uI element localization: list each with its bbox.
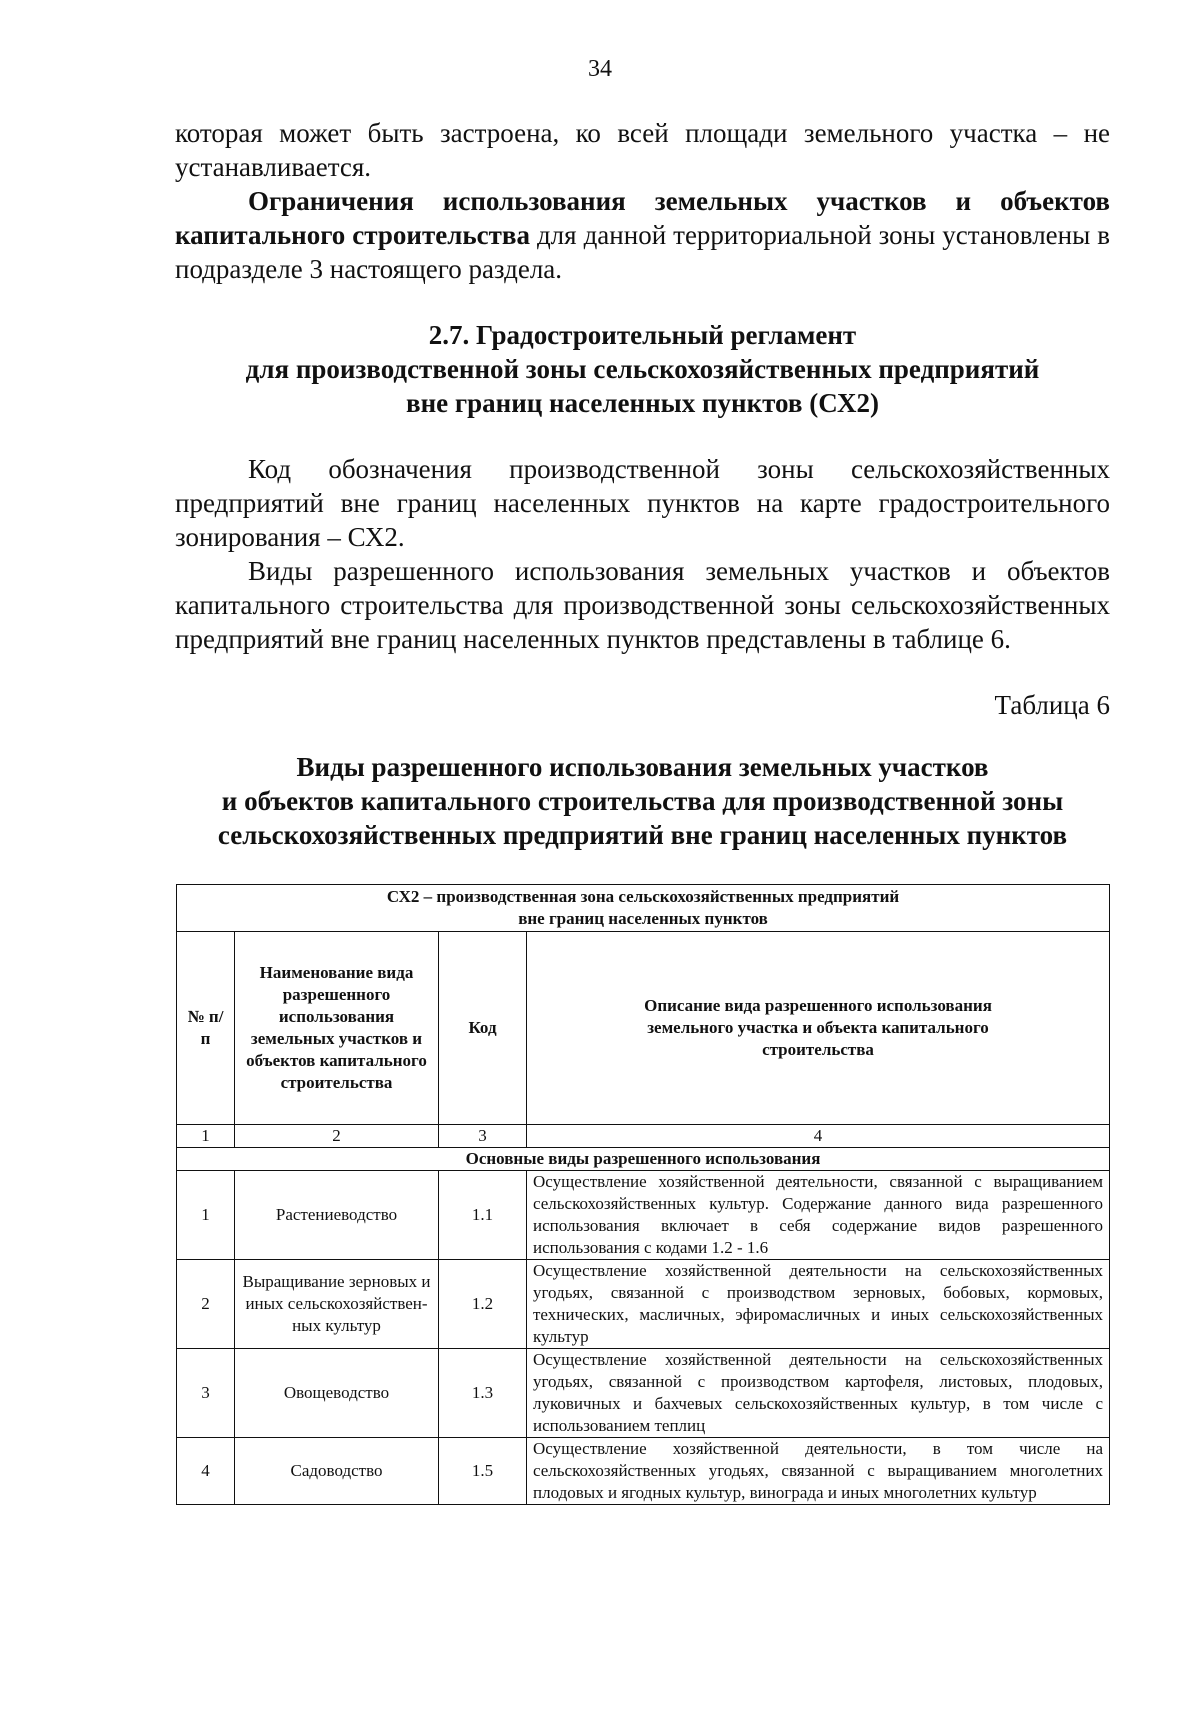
section-title-line-3: вне границ населенных пунктов (СХ2): [405, 388, 879, 418]
header-num: № п/п: [177, 932, 235, 1125]
intro-paragraph-1: которая может быть застроена, ко всей площади земельного участка – не устанавливается.: [175, 118, 1110, 182]
row-name: Выращивание зерновых и иных сельскохозяйствен-ных культур: [235, 1260, 439, 1349]
header-code: Код: [439, 932, 527, 1125]
column-number-row: [177, 1125, 1110, 1148]
regulation-table: [176, 884, 1110, 1505]
header-desc: Описание вида разрешенного использования земельного участка и объекта капитального строительства: [527, 932, 1110, 1125]
header-name: Наименование вида разрешенного использования земельных участков и объектов капитального строительства: [235, 932, 439, 1125]
body-paragraph-1: Код обозначения производственной зоны сельскохозяйственных предприятий вне границ населенных пунктов на карте градостроительного зонирования – СХ2.: [175, 454, 1110, 552]
page-number: 34: [588, 56, 612, 82]
zone-header-line-2: вне границ населенных пунктов: [518, 909, 768, 928]
row-desc: Осуществление хозяйственной деятельности, в том числе на сельскохозяйственных угодьях, связанной с выращиванием многолетних плодовых и ягодных культур, винограда и иных многолетних культур: [527, 1438, 1110, 1505]
intro-paragraph-2: [175, 184, 1110, 286]
intro-block: [175, 116, 1110, 286]
column-number: 1: [177, 1125, 235, 1148]
restrictions-bold-text: Ограничения использования земельных участков и объектов капитального строительства: [175, 186, 1110, 250]
row-desc: Осуществление хозяйственной деятельности на сельскохозяйственных угодьях, связанной с производством картофеля, листовых, плодовых, луковичных и бахчевых сельскохозяйственных культур, в том числе с использованием теплиц: [527, 1349, 1110, 1438]
column-header-row: [177, 932, 1110, 1125]
row-name: Садоводство: [235, 1438, 439, 1505]
table-row: [177, 1349, 1110, 1438]
table-label: Таблица 6: [994, 690, 1110, 720]
group-header-cell: Основные виды разрешенного использования: [177, 1148, 1110, 1171]
group-header-row: [177, 1148, 1110, 1171]
table-title-line-1: Виды разрешенного использования земельных участков: [296, 752, 989, 782]
row-desc: Осуществление хозяйственной деятельности, связанной с выращиванием сельскохозяйственных культур. Содержание данного вида разрешенного использования включает в себя содержание видов разрешенного использования с кодами 1.2 - 1.6: [527, 1171, 1110, 1260]
zone-header-row: [177, 885, 1110, 932]
row-num: 2: [177, 1260, 235, 1349]
column-number: 4: [527, 1125, 1110, 1148]
row-code: 1.2: [439, 1260, 527, 1349]
row-name: Растениеводство: [235, 1171, 439, 1260]
column-number: 3: [439, 1125, 527, 1148]
table-title: [175, 750, 1110, 852]
row-code: 1.1: [439, 1171, 527, 1260]
table-row: [177, 1438, 1110, 1505]
zone-header-cell: [177, 885, 1110, 932]
row-num: 1: [177, 1171, 235, 1260]
restrictions-rest-text: для данной территориальной зоны установлены в подразделе 3 настоящего раздела.: [175, 220, 1110, 284]
row-code: 1.3: [439, 1349, 527, 1438]
table-row: [177, 1260, 1110, 1349]
row-num: 3: [177, 1349, 235, 1438]
table-row: [177, 1171, 1110, 1260]
row-num: 4: [177, 1438, 235, 1505]
zone-header-line-1: СХ2 – производственная зона сельскохозяйственных предприятий: [386, 887, 900, 906]
table-title-line-3: сельскохозяйственных предприятий вне границ населенных пунктов: [217, 820, 1068, 850]
section-title: [175, 318, 1110, 420]
section-title-line-1: 2.7. Градостроительный регламент: [428, 320, 857, 350]
row-code: 1.5: [439, 1438, 527, 1505]
column-number: 2: [235, 1125, 439, 1148]
body-block: [175, 452, 1110, 656]
body-paragraph-2: Виды разрешенного использования земельных участков и объектов капитального строительства для производственной зоны сельскохозяйственных предприятий вне границ населенных пунктов представлены в таблице 6.: [175, 556, 1110, 654]
row-desc: Осуществление хозяйственной деятельности на сельскохозяйственных угодьях, связанной с производством зерновых, бобовых, кормовых, технических, масличных, эфиромасличных и иных сельскохозяйственных культур: [527, 1260, 1110, 1349]
row-name: Овощеводство: [235, 1349, 439, 1438]
table-title-line-2: и объектов капитального строительства для производственной зоны: [221, 786, 1064, 816]
section-title-line-2: для производственной зоны сельскохозяйственных предприятий: [245, 354, 1040, 384]
